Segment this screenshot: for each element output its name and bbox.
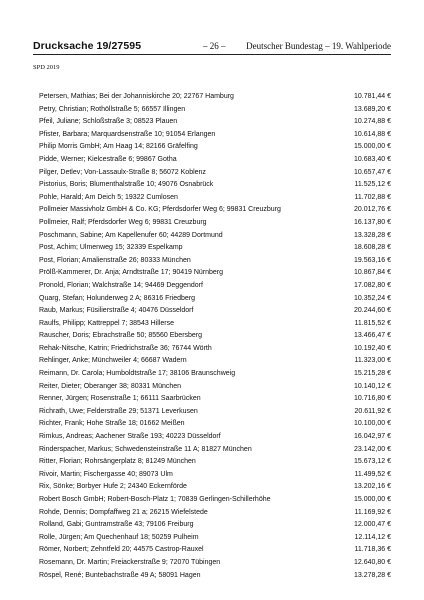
donor-name-address: Philip Morris GmbH; Am Haag 14; 82166 Gräfelfing (39, 143, 198, 151)
donor-name-address: Rimkus, Andreas; Aachener Straße 193; 40223 Düsseldorf (39, 433, 221, 441)
donation-row (39, 481, 391, 494)
donation-row (39, 204, 391, 217)
donor-name-address: Post, Florian; Amalienstraße 26; 80333 München (39, 256, 191, 264)
donor-name-address: Rolland, Gabi; Guntramstraße 43; 79106 Freiburg (39, 521, 194, 529)
donation-row (39, 192, 391, 205)
donation-amount: 10.683,40 € (354, 155, 391, 163)
donor-name-address: Rivoir, Martin; Fischergasse 40; 89073 Ulm (39, 470, 173, 478)
donor-name-address: Rehlinger, Anke; Münchweiler 4; 66687 Wadern (39, 357, 187, 365)
donation-amount: 12.114,12 € (354, 533, 391, 541)
donation-amount: 10.352,24 € (354, 294, 391, 302)
donation-row (39, 557, 391, 570)
donation-amount: 13.202,16 € (354, 483, 391, 491)
donor-name-address: Pollmeier Massivholz GmbH & Co. KG; Pferdsdorfer Weg 6; 99831 Creuzburg (39, 206, 281, 214)
donor-name-address: Pohle, Harald; Am Deich 5; 19322 Cumlosen (39, 193, 178, 201)
donation-row (39, 494, 391, 507)
donation-amount: 10.614,88 € (354, 130, 391, 138)
donor-name-address: Römer, Norbert; Zehntfeld 20; 44575 Castrop-Rauxel (39, 546, 204, 554)
donor-name-address: Raub, Markus; Füsilierstraße 4; 40476 Düsseldorf (39, 307, 194, 315)
donation-row (39, 318, 391, 331)
donor-name-address: Richter, Frank; Hohe Straße 18; 01662 Meißen (39, 420, 185, 428)
donation-row (39, 431, 391, 444)
donor-name-address: Petersen, Mathias; Bei der Johanniskirche 20; 22767 Hamburg (39, 93, 234, 100)
donation-amount: 16.042,97 € (354, 433, 391, 441)
donation-row (39, 267, 391, 280)
donation-amount: 10.192,40 € (354, 344, 391, 352)
donation-amount: 23.142,00 € (354, 445, 391, 453)
donation-amount: 15.000,00 € (354, 143, 391, 151)
donation-row (39, 406, 391, 419)
donation-amount: 12.640,80 € (354, 558, 391, 566)
donor-name-address: Richrath, Uwe; Felderstraße 29; 51371 Leverkusen (39, 407, 198, 415)
donor-name-address: Raulfs, Philipp; Kattreppel 7; 38543 Hillerse (39, 319, 175, 327)
donation-list (39, 91, 391, 582)
donation-row (39, 330, 391, 343)
donor-name-address: Prölß-Kammerer, Dr. Anja; Arndtstraße 17; 90419 Nürnberg (39, 269, 224, 277)
donation-amount: 11.499,52 € (354, 470, 391, 478)
donor-name-address: Reiter, Dieter; Oberanger 38; 80331 München (39, 382, 182, 390)
document-label: Drucksache 19/ (33, 40, 112, 52)
donation-amount: 10.781,44 € (354, 93, 391, 100)
legislative-period: Deutscher Bundestag – 19. Wahlperiode (246, 41, 391, 51)
donation-row (39, 104, 391, 117)
donation-row (39, 507, 391, 520)
donation-row (39, 116, 391, 129)
donation-row (39, 280, 391, 293)
document-number-value: 27595 (111, 40, 142, 52)
donation-amount: 16.137,80 € (354, 218, 391, 226)
document-number (33, 40, 141, 52)
donation-row (39, 519, 391, 532)
page-header (33, 40, 391, 55)
donor-name-address: Pistorius, Boris; Blumenthalstraße 10; 49076 Osnabrück (39, 181, 214, 189)
donation-amount: 11.525,12 € (354, 181, 391, 189)
donor-name-address: Rosemann, Dr. Martin; Freiackerstraße 9; 72070 Tübingen (39, 558, 221, 566)
donor-name-address: Reimann, Dr. Carola; Humboldtstraße 17; 38106 Braunschweig (39, 370, 236, 378)
donor-name-address: Post, Achim; Ulmenweg 15; 32339 Espelkamp (39, 244, 183, 252)
donation-row (39, 355, 391, 368)
donor-name-address: Pollmeier, Ralf; Pferdsdorfer Weg 6; 99831 Creuzburg (39, 218, 207, 226)
donation-row (39, 293, 391, 306)
donation-amount: 10.867,84 € (354, 269, 391, 277)
donation-row (39, 141, 391, 154)
donation-row (39, 167, 391, 180)
donor-name-address: Pfister, Barbara; Marquardsenstraße 10; 91054 Erlangen (39, 130, 216, 138)
donor-name-address: Poschmann, Sabine; Am Kapellenufer 60; 44289 Dortmund (39, 231, 223, 239)
donor-name-address: Rinderspacher, Markus; Schwedensteinstraße 11 A; 81827 München (39, 445, 252, 453)
donation-amount: 15.673,12 € (354, 458, 391, 466)
donor-name-address: Pidde, Werner; Kielcestraße 6; 99867 Gotha (39, 155, 177, 163)
donation-row (39, 343, 391, 356)
donation-amount: 13.689,20 € (354, 105, 391, 113)
donation-row (39, 368, 391, 381)
donor-name-address: Rix, Sönke; Borbyer Hufe 2; 24340 Eckernförde (39, 483, 187, 491)
donation-row (39, 230, 391, 243)
donor-name-address: Pronold, Florian; Walchstraße 14; 94469 Deggendorf (39, 281, 203, 289)
donation-row (39, 154, 391, 167)
donor-name-address: Renner, Jürgen; Rosenstraße 1; 66111 Saarbrücken (39, 395, 201, 403)
donation-amount: 15.000,00 € (354, 496, 391, 503)
donation-row (39, 305, 391, 318)
donation-amount: 13.278,28 € (354, 571, 391, 579)
donation-amount: 20.012,76 € (354, 206, 391, 214)
donor-name-address: Quarg, Stefan; Holunderweg 2 A; 86316 Friedberg (39, 294, 196, 302)
donation-row (39, 179, 391, 192)
donor-name-address: Pilger, Detlev; Von-Lassaulx-Straße 8; 56072 Koblenz (39, 168, 206, 176)
donation-amount: 10.100,00 € (354, 420, 391, 428)
donation-row (39, 242, 391, 255)
party-year-label: SPD 2019 (33, 64, 60, 71)
donation-amount: 13.328,28 € (354, 231, 391, 239)
donor-name-address: Rauscher, Doris; Ebrachstraße 50; 85560 Ebersberg (39, 332, 203, 340)
donor-name-address: Robert Bosch GmbH; Robert-Bosch-Platz 1; 70839 Gerlingen-Schillerhöhe (39, 496, 271, 503)
donor-name-address: Rolle, Jürgen; Am Quechenhauf 18; 50259 Pulheim (39, 533, 199, 541)
donation-amount: 13.466,47 € (354, 332, 391, 340)
donation-amount: 17.082,80 € (354, 281, 391, 289)
donation-amount: 20.611,92 € (354, 407, 391, 415)
donation-amount: 10.657,47 € (354, 168, 391, 176)
donation-amount: 10.140,12 € (354, 382, 391, 390)
donation-amount: 10.274,88 € (354, 118, 391, 126)
donation-row (39, 381, 391, 394)
donation-amount: 11.718,36 € (354, 546, 391, 554)
donation-row (39, 129, 391, 142)
donation-row (39, 418, 391, 431)
donation-row (39, 91, 391, 104)
donation-amount: 18.608,28 € (354, 244, 391, 252)
donation-amount: 19.563,16 € (354, 256, 391, 264)
donor-name-address: Rohde, Dennis; Dompfaffweg 21 a; 26215 Wiefelstede (39, 508, 208, 516)
donation-amount: 11.702,88 € (354, 193, 391, 201)
donation-row (39, 456, 391, 469)
donation-amount: 11.169,92 € (354, 508, 391, 516)
donation-amount: 20.244,60 € (354, 307, 391, 315)
donation-amount: 15.215,28 € (354, 370, 391, 378)
donor-name-address: Rehak-Nitsche, Katrin; Friedrichstraße 36; 76744 Wörth (39, 344, 212, 352)
donor-name-address: Pfeil, Juliane; Schloßstraße 3; 08523 Plauen (39, 118, 178, 126)
donation-amount: 11.815,52 € (354, 319, 391, 327)
donor-name-address: Ritter, Florian; Rohrsängerplatz 8; 81249 München (39, 458, 196, 466)
donation-row (39, 255, 391, 268)
donation-row (39, 532, 391, 545)
donor-name-address: Röspel, René; Buntebachstraße 49 A; 58091 Hagen (39, 571, 201, 579)
page-number: – 26 – (203, 41, 226, 51)
donation-row (39, 217, 391, 230)
donation-row (39, 469, 391, 482)
donation-row (39, 444, 391, 457)
donation-amount: 10.716,80 € (354, 395, 391, 403)
donation-row (39, 570, 391, 583)
donor-name-address: Petry, Christian; Rothöllstraße 5; 66557 Illingen (39, 105, 186, 113)
donation-row (39, 544, 391, 557)
donation-amount: 12.000,47 € (354, 521, 391, 529)
donation-amount: 11.323,00 € (354, 357, 391, 365)
donation-row (39, 393, 391, 406)
